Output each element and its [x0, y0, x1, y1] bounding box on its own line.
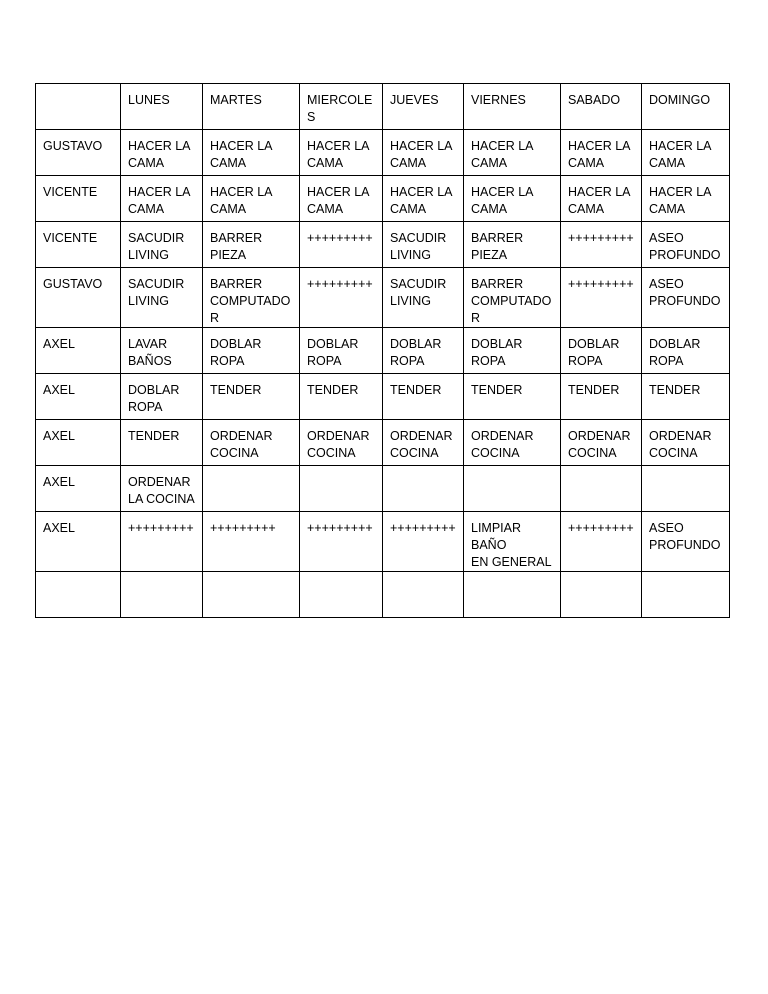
chore-cell: [464, 176, 561, 222]
chore-text: TENDER: [390, 383, 442, 397]
chore-cell: [203, 176, 300, 222]
chore-text: DOBLAR ROPA: [128, 383, 180, 414]
chore-cell: [121, 222, 203, 268]
chore-text: TENDER: [307, 383, 359, 397]
chore-text: HACER LA CAMA: [568, 185, 631, 216]
chore-cell: [203, 466, 300, 512]
chore-text: +++++++++: [390, 521, 456, 535]
chore-text: ASEO PROFUNDO: [649, 231, 721, 262]
chore-cell: [464, 130, 561, 176]
chore-cell: [203, 572, 300, 618]
header-row: [36, 84, 730, 130]
table-row: [36, 466, 730, 512]
chore-cell: [300, 176, 383, 222]
person-cell: [36, 466, 121, 512]
chore-cell: [121, 466, 203, 512]
person-cell: [36, 328, 121, 374]
chore-text: SACUDIR LIVING: [128, 231, 185, 262]
chore-cell: [300, 130, 383, 176]
chore-cell: [383, 222, 464, 268]
chore-cell: [383, 176, 464, 222]
chore-cell: [383, 374, 464, 420]
chore-text: DOBLAR ROPA: [307, 337, 359, 368]
day-label: MARTES: [210, 93, 262, 107]
chore-cell: [464, 572, 561, 618]
chore-cell: [383, 420, 464, 466]
chore-cell: [203, 130, 300, 176]
day-label: MIERCOLES: [307, 93, 373, 124]
chore-text: BARRER COMPUTADOR: [471, 277, 552, 325]
chore-cell: [561, 328, 642, 374]
chore-text: ORDENAR COCINA: [471, 429, 534, 460]
chore-cell: [383, 268, 464, 328]
chore-text: DOBLAR ROPA: [649, 337, 701, 368]
person-cell: [36, 512, 121, 572]
table-row: [36, 328, 730, 374]
day-header-cell: [300, 84, 383, 130]
day-label: DOMINGO: [649, 93, 711, 107]
chore-cell: [561, 130, 642, 176]
day-header-cell: [464, 84, 561, 130]
chore-cell: [642, 374, 730, 420]
chore-cell: [121, 572, 203, 618]
chore-text: +++++++++: [568, 521, 634, 535]
chore-text: HACER LA CAMA: [128, 139, 191, 170]
chore-cell: [203, 328, 300, 374]
chore-cell: [121, 374, 203, 420]
chore-text: HACER LA CAMA: [568, 139, 631, 170]
table-row: [36, 572, 730, 618]
person-cell: [36, 222, 121, 268]
chore-cell: [464, 512, 561, 572]
chore-text: BARRER PIEZA: [471, 231, 524, 262]
chore-text: ORDENAR COCINA: [307, 429, 370, 460]
chore-cell: [642, 420, 730, 466]
chore-text: TENDER: [471, 383, 523, 397]
person-cell: [36, 374, 121, 420]
chore-cell: [561, 268, 642, 328]
person-name: AXEL: [43, 521, 75, 535]
chore-cell: [561, 466, 642, 512]
chore-text: DOBLAR ROPA: [471, 337, 523, 368]
chore-cell: [383, 466, 464, 512]
table-body: [36, 84, 730, 618]
person-cell: [36, 420, 121, 466]
person-cell: [36, 176, 121, 222]
chore-text: DOBLAR ROPA: [568, 337, 620, 368]
person-cell: [36, 268, 121, 328]
chore-text: +++++++++: [210, 521, 276, 535]
chore-text: HACER LA CAMA: [390, 139, 453, 170]
chore-text: ORDENAR LA COCINA: [128, 475, 195, 506]
chore-cell: [300, 328, 383, 374]
chore-text: +++++++++: [568, 277, 634, 291]
chore-cell: [383, 328, 464, 374]
person-name: VICENTE: [43, 185, 98, 199]
chore-text: HACER LA CAMA: [307, 139, 370, 170]
table-row: [36, 176, 730, 222]
person-name: GUSTAVO: [43, 277, 103, 291]
chore-text: HACER LA CAMA: [649, 139, 712, 170]
chore-text: HACER LA CAMA: [128, 185, 191, 216]
chore-cell: [464, 222, 561, 268]
chore-text: +++++++++: [128, 521, 194, 535]
day-label: JUEVES: [390, 93, 439, 107]
chore-text: ORDENAR COCINA: [568, 429, 631, 460]
chore-text: HACER LA CAMA: [649, 185, 712, 216]
chore-text: BARRER COMPUTADOR: [210, 277, 291, 325]
chore-cell: [642, 268, 730, 328]
chore-text: ORDENAR COCINA: [390, 429, 453, 460]
table-row: [36, 374, 730, 420]
day-header-cell: [642, 84, 730, 130]
chore-text: TENDER: [649, 383, 701, 397]
header-corner-cell: [36, 84, 121, 130]
chore-cell: [464, 268, 561, 328]
chore-text: HACER LA CAMA: [471, 139, 534, 170]
chore-text: TENDER: [568, 383, 620, 397]
table-row: [36, 222, 730, 268]
chore-cell: [121, 420, 203, 466]
chore-cell: [642, 512, 730, 572]
chore-text: BARRER PIEZA: [210, 231, 263, 262]
chore-text: TENDER: [210, 383, 262, 397]
chore-cell: [300, 420, 383, 466]
chore-cell: [300, 374, 383, 420]
chore-text: +++++++++: [307, 277, 373, 291]
chore-cell: [203, 374, 300, 420]
day-label: SABADO: [568, 93, 621, 107]
chore-text: DOBLAR ROPA: [390, 337, 442, 368]
chore-cell: [383, 512, 464, 572]
chore-cell: [561, 512, 642, 572]
chore-text: HACER LA CAMA: [307, 185, 370, 216]
person-cell: [36, 572, 121, 618]
chore-text: HACER LA CAMA: [210, 185, 273, 216]
day-header-cell: [561, 84, 642, 130]
chore-cell: [561, 176, 642, 222]
chore-cell: [383, 130, 464, 176]
chore-cell: [300, 512, 383, 572]
chore-text: ASEO PROFUNDO: [649, 277, 721, 308]
day-header-cell: [383, 84, 464, 130]
chore-text: +++++++++: [307, 231, 373, 245]
chore-cell: [642, 130, 730, 176]
chore-cell: [642, 328, 730, 374]
chore-cell: [300, 466, 383, 512]
chore-cell: [300, 222, 383, 268]
chore-cell: [203, 268, 300, 328]
chore-text: ORDENAR COCINA: [210, 429, 273, 460]
chore-cell: [642, 466, 730, 512]
person-name: VICENTE: [43, 231, 98, 245]
chore-cell: [300, 268, 383, 328]
chore-text: ASEO PROFUNDO: [649, 521, 721, 552]
day-header-cell: [203, 84, 300, 130]
chore-text: TENDER: [128, 429, 180, 443]
chore-text: HACER LA CAMA: [210, 139, 273, 170]
chore-cell: [203, 222, 300, 268]
day-label: LUNES: [128, 93, 170, 107]
chore-cell: [642, 572, 730, 618]
chore-cell: [642, 222, 730, 268]
chore-text: SACUDIR LIVING: [390, 277, 447, 308]
chore-cell: [464, 420, 561, 466]
chore-text: HACER LA CAMA: [390, 185, 453, 216]
day-header-cell: [121, 84, 203, 130]
chore-text: +++++++++: [568, 231, 634, 245]
chore-cell: [383, 572, 464, 618]
chore-text: LIMPIAR BAÑO EN GENERAL: [471, 521, 552, 569]
chore-cell: [561, 572, 642, 618]
chore-cell: [121, 268, 203, 328]
person-name: AXEL: [43, 337, 75, 351]
person-name: AXEL: [43, 475, 75, 489]
person-name: AXEL: [43, 429, 75, 443]
chore-text: HACER LA CAMA: [471, 185, 534, 216]
chore-cell: [464, 466, 561, 512]
day-label: VIERNES: [471, 93, 526, 107]
table-row: [36, 420, 730, 466]
chore-cell: [561, 420, 642, 466]
chore-cell: [561, 222, 642, 268]
chore-cell: [121, 176, 203, 222]
chore-cell: [121, 328, 203, 374]
chore-cell: [464, 374, 561, 420]
chore-cell: [203, 512, 300, 572]
table-row: [36, 130, 730, 176]
chore-cell: [561, 374, 642, 420]
person-name: GUSTAVO: [43, 139, 103, 153]
chore-text: ORDENAR COCINA: [649, 429, 712, 460]
chore-cell: [642, 176, 730, 222]
chore-text: SACUDIR LIVING: [128, 277, 185, 308]
chore-text: LAVAR BAÑOS: [128, 337, 172, 368]
person-cell: [36, 130, 121, 176]
chore-cell: [121, 512, 203, 572]
table-row: [36, 512, 730, 572]
chore-cell: [203, 420, 300, 466]
chore-text: +++++++++: [307, 521, 373, 535]
table-row: [36, 268, 730, 328]
chores-schedule-table: [35, 83, 730, 618]
chore-cell: [464, 328, 561, 374]
person-name: AXEL: [43, 383, 75, 397]
chore-text: DOBLAR ROPA: [210, 337, 262, 368]
chore-cell: [121, 130, 203, 176]
chore-text: SACUDIR LIVING: [390, 231, 447, 262]
chore-cell: [300, 572, 383, 618]
